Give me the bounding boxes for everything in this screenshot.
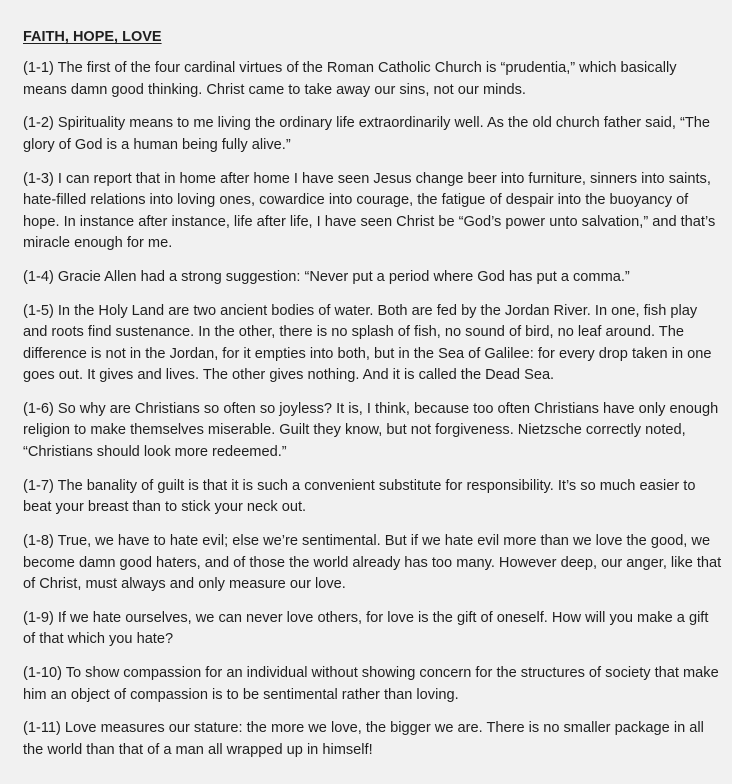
paragraph-1-9: (1-9) If we hate ourselves, we can never love others, for love is the gift of oneself. How will you make a gift of that which you hate? [23,609,709,648]
paragraph-1-7: (1-7) The banality of guilt is that it is such a convenient substitute for responsibility. It’s so much easier to beat your breast than to stick your neck out. [23,477,696,516]
paragraph-1-5: (1-5) In the Holy Land are two ancient bodies of water. Both are fed by the Jordan River. In one, fish play and roots find sustenance. In the other, there is no splash of fish, no sound of bird, no leaf around. The difference is not in the Jordan, for it empties into both, but in the Sea of Galilee: for every drop taken in one goes out. It gives and lives. The other gives nothing. And it is called the Dead Sea. [23,302,712,384]
paragraph-1-10: (1-10) To show compassion for an individual without showing concern for the structures of society that make him an object of compassion is to be sentimental rather than loving. [23,665,719,703]
paragraph-1-3: (1-3) I can report that in home after home I have seen Jesus change beer into furniture, sinners into saints, hate-filled relations into loving ones, cowardice into courage, the fatigue of despair into the buoyancy of hope. In instance after instance, life after life, I have seen Christ be “God’s power unto salvation,” and that’s miracle enough for me. [23,170,716,252]
paragraph-1-8: (1-8) True, we have to hate evil; else we’re sentimental. But if we hate evil more than we love the good, we become damn good haters, and of those the world already has too many. However deep, our anger, like that of Christ, must always and only measure our love. [23,533,722,593]
paragraph-1-1: (1-1) The first of the four cardinal virtues of the Roman Catholic Church is “prudentia,” which basically means damn good thinking. Christ came to take away our sins, not our minds. [23,60,677,98]
paragraph-1-2: (1-2) Spirituality means to me living the ordinary life extraordinarily well. As the old church father said, “The glory of God is a human being fully alive.” [23,115,711,153]
paragraph-1-4: (1-4) Gracie Allen had a strong suggestion: “Never put a period where God has put a comma.” [23,268,630,285]
paragraph-1-11: (1-11) Love measures our stature: the more we love, the bigger we are. There is no smaller package in all the world than that of a man all wrapped up in himself! [23,720,704,758]
paragraph-1-6: (1-6) So why are Christians so often so joyless? It is, I think, because too often Christians have only enough religion to make themselves miserable. Guilt they know, but not forgiveness. Nietzsche correctly noted, “Christians should look more redeemed.” [23,400,719,460]
document-title: FAITH, HOPE, LOVE [23,29,162,45]
